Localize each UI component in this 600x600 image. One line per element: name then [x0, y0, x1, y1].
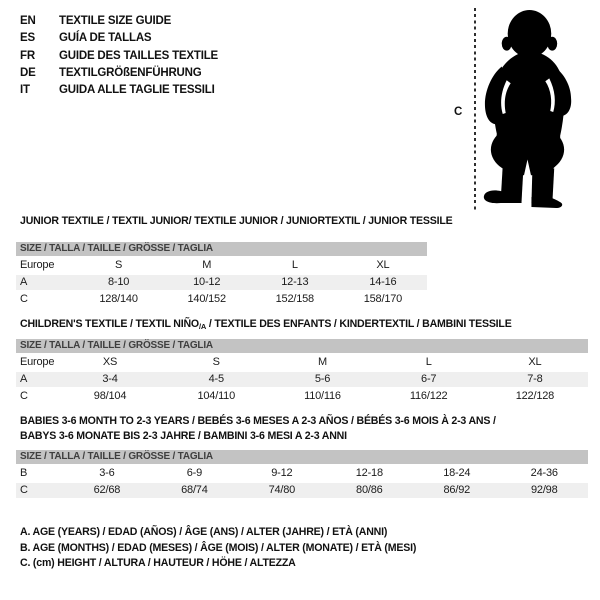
size-cell: XL [376, 259, 390, 271]
babies-size-table [16, 450, 588, 500]
size-header-bar: SIZE / TALLA / TAILLE / GRÖSSE / TAGLIA [16, 450, 588, 464]
children-section-title [20, 317, 512, 334]
table-row-age-months [16, 466, 588, 481]
size-cell: 24-36 [530, 467, 558, 479]
legend-footnotes [20, 525, 416, 572]
language-code: EN [20, 15, 36, 27]
size-cell: 7-8 [527, 373, 543, 385]
footnote-a: A. AGE (YEARS) / EDAD (AÑOS) / ÂGE (ANS) / ALTER (JAHRE) / ETÀ (ANNI) [20, 526, 388, 538]
table-row-age [16, 275, 427, 290]
size-cell: 14-16 [369, 276, 397, 288]
children-title-suffix: / TEXTILE DES ENFANTS / KINDERTEXTIL / BAMBINI TESSILE [206, 318, 512, 330]
babies-section-title [20, 414, 496, 444]
size-cell: 104/110 [197, 390, 236, 402]
size-cell: 18-24 [443, 467, 471, 479]
table-row-height [16, 292, 427, 307]
language-row [20, 65, 218, 82]
row-label: Europe [20, 259, 55, 271]
row-label: C [20, 293, 28, 305]
size-cell: 10-12 [193, 276, 221, 288]
size-cell: 92/98 [530, 484, 558, 496]
size-cell: 6-7 [421, 373, 437, 385]
size-cell: 3-6 [99, 467, 115, 479]
size-cell: 110/116 [304, 390, 341, 402]
size-cell: M [202, 259, 212, 271]
language-header [20, 13, 218, 99]
table-row-age [16, 372, 588, 387]
table-row-europe [16, 355, 588, 370]
table-row-height [16, 389, 588, 404]
size-cell: 4-5 [208, 373, 224, 385]
size-cell: 12-18 [355, 467, 383, 479]
size-cell: 98/104 [93, 390, 127, 402]
size-cell: L [291, 259, 298, 271]
size-cell: 8-10 [107, 276, 130, 288]
size-cell: S [212, 356, 220, 368]
children-size-table [16, 339, 588, 406]
size-cell: 5-6 [314, 373, 331, 385]
language-row [20, 82, 218, 99]
height-measure-label: C [454, 106, 463, 118]
size-cell: 128/140 [99, 293, 138, 305]
row-label: A [20, 373, 28, 385]
size-cell: 152/158 [275, 293, 314, 305]
size-cell: 122/128 [515, 390, 555, 402]
size-cell: 9-12 [271, 467, 293, 479]
language-row [20, 13, 218, 30]
height-dashed-line [474, 8, 476, 211]
size-cell: 80/86 [356, 484, 383, 496]
table-row-height [16, 483, 588, 498]
size-cell: M [317, 356, 327, 368]
babies-title-line2: BABYS 3-6 MONATE BIS 2-3 JAHRE / BAMBINI 3-6 MESI A 2-3 ANNI [20, 430, 347, 442]
footnote-c: C. (cm) HEIGHT / ALTURA / HAUTEUR / HÖHE / ALTEZZA [20, 557, 296, 569]
size-cell: 140/152 [187, 293, 226, 305]
language-title: GUIDE DES TAILLES TEXTILE [59, 49, 218, 62]
language-title: GUÍA DE TALLAS [59, 32, 152, 45]
row-label: A [20, 276, 28, 288]
language-title: TEXTILGRÖßENFÜHRUNG [59, 66, 202, 79]
language-row [20, 30, 218, 47]
toddler-silhouette-image [477, 8, 576, 212]
size-cell: 86/92 [443, 484, 471, 496]
children-title-prefix: CHILDREN'S TEXTILE / TEXTIL NIÑO [20, 318, 199, 330]
footnote-b: B. AGE (MONTHS) / EDAD (MESES) / ÂGE (MOIS) / ALTER (MONATE) / ETÀ (MESI) [20, 541, 417, 554]
size-cell: 62/68 [93, 484, 121, 496]
size-header-bar: SIZE / TALLA / TAILLE / GRÖSSE / TAGLIA [16, 339, 588, 353]
language-title: GUIDA ALLE TAGLIE TESSILI [59, 84, 215, 97]
table-row-europe [16, 258, 427, 273]
junior-section-title: JUNIOR TEXTILE / TEXTIL JUNIOR/ TEXTILE JUNIOR / JUNIORTEXTIL / JUNIOR TESSILE [20, 215, 453, 227]
babies-title-line1: BABIES 3-6 MONTH TO 2-3 YEARS / BEBÉS 3-6 MESES A 2-3 AÑOS / BÉBÉS 3-6 MOIS À 2-3 ANS / [20, 415, 496, 427]
size-cell: S [115, 259, 123, 271]
row-label: B [20, 467, 28, 479]
size-cell: 116/122 [409, 390, 448, 402]
row-label: C [20, 390, 28, 402]
language-row [20, 48, 218, 65]
size-cell: 3-4 [102, 373, 118, 385]
size-cell: 68/74 [181, 484, 208, 496]
junior-size-table [16, 242, 427, 309]
size-cell: 158/170 [363, 293, 403, 305]
language-title: TEXTILE SIZE GUIDE [59, 15, 172, 27]
language-code: FR [20, 49, 35, 62]
size-cell: 6-9 [186, 467, 203, 479]
children-title-subscript: /A [198, 322, 207, 331]
language-code: ES [20, 32, 35, 45]
language-code: DE [20, 66, 36, 79]
size-cell: 74/80 [268, 484, 296, 496]
size-cell: 12-13 [281, 276, 309, 288]
language-code: IT [20, 84, 30, 97]
size-cell: L [425, 356, 432, 368]
row-label: C [20, 484, 28, 496]
size-cell: XL [528, 356, 542, 368]
size-header-bar: SIZE / TALLA / TAILLE / GRÖSSE / TAGLIA [16, 242, 427, 256]
row-label: Europe [20, 356, 55, 368]
size-cell: XS [102, 356, 118, 368]
